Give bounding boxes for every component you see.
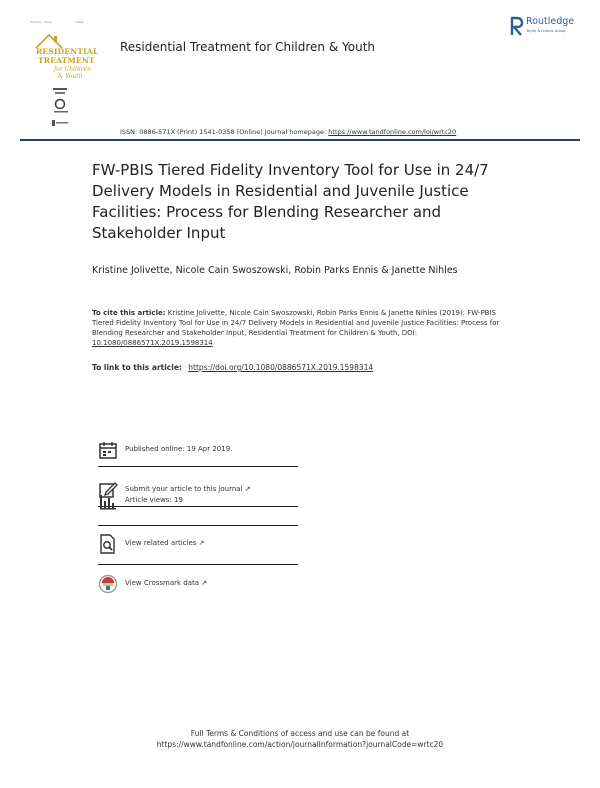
related-articles-label: View related articles [125,539,197,547]
calendar-icon [98,440,118,460]
journal-title: Residential Treatment for Children & Youth [120,40,376,54]
external-link-icon: ↗ [198,539,205,547]
routledge-r-icon [510,16,524,36]
submit-article-label: Submit your article to this journal [125,485,243,493]
divider [98,564,298,565]
published-date: Published online: 19 Apr 2019. [125,445,233,453]
article-authors: Kristine Jolivette, Nicole Cain Swoszowski, Robin Parks Ennis & Janette Nihles [92,265,458,276]
citation-text: Kristine Jolivette, Nicole Cain Swoszowski, Robin Parks Ennis & Janette Nihles (2019): FW-PBIS Tiered Fidelity Inventory Tool for Use in 24/7 Delivery Models in Residential and Juvenile Justice Facilities: Process for Blending Researcher and Stakeholder Input, Residential Treatment for Children & Youth, DOI: [92,309,500,337]
crossmark-link[interactable] [125,579,207,587]
citation-label: To cite this article: [92,309,166,317]
cover-title-line2: TREATMENT [38,56,95,65]
crossmark-row[interactable] [98,574,298,596]
issn-text: ISSN: 0886-571X (Print) 1541-0358 (Online) Journal homepage: [120,128,327,136]
article-doi-link[interactable]: https://doi.org/10.1080/0886571X.2019.1598314 [188,363,374,372]
link-label: To link to this article: [92,363,182,372]
header-divider [20,139,580,141]
journal-cover-logo [30,20,100,135]
issn-line [120,128,456,136]
footer-terms-text: Full Terms & Conditions of access and use can be found at [190,729,410,738]
cover-emblems-icon [52,88,72,128]
publisher-logo [510,16,590,46]
cover-meta-left: Volume · Issue [30,20,52,24]
published-row [98,440,298,462]
divider [98,466,298,467]
footer [0,728,600,750]
divider [98,525,298,526]
publisher-name: Routledge [526,16,575,27]
cover-title-line1: RESIDENTIAL [36,47,99,56]
journal-homepage-link[interactable]: https://www.tandfonline.com/loi/wrtc20 [328,128,457,136]
external-link-icon: ↗ [244,485,251,493]
article-views-row [98,491,298,513]
footer-terms-link[interactable]: https://www.tandfonline.com/action/journalInformation?journalCode=wrtc20 [156,740,444,749]
cover-sub-line1: for Children [54,66,92,73]
cover-sub-line2: & Youth [58,73,83,80]
crossmark-icon [98,574,118,594]
article-title: FW-PBIS Tiered Fidelity Inventory Tool for Use in 24/7 Delivery Models in Residential and Juvenile Justice Facilities: Process for Blending Researcher and Stakeholder Input [92,161,489,242]
related-articles-link[interactable] [125,539,205,547]
citation-block [92,308,512,348]
crossmark-label: View Crossmark data [125,579,200,587]
document-search-icon [98,534,118,554]
publisher-tagline: Taylor & Francis Group [526,29,566,33]
external-link-icon: ↗ [201,579,208,587]
bar-chart-icon [98,491,118,511]
article-views: Article views: 19 [125,496,183,504]
article-link-line [92,363,373,372]
cover-meta-right: ISSN [76,20,83,24]
citation-doi-link[interactable]: 10.1080/0886571X.2019.1598314 [92,339,213,347]
related-articles-row[interactable] [98,534,298,556]
